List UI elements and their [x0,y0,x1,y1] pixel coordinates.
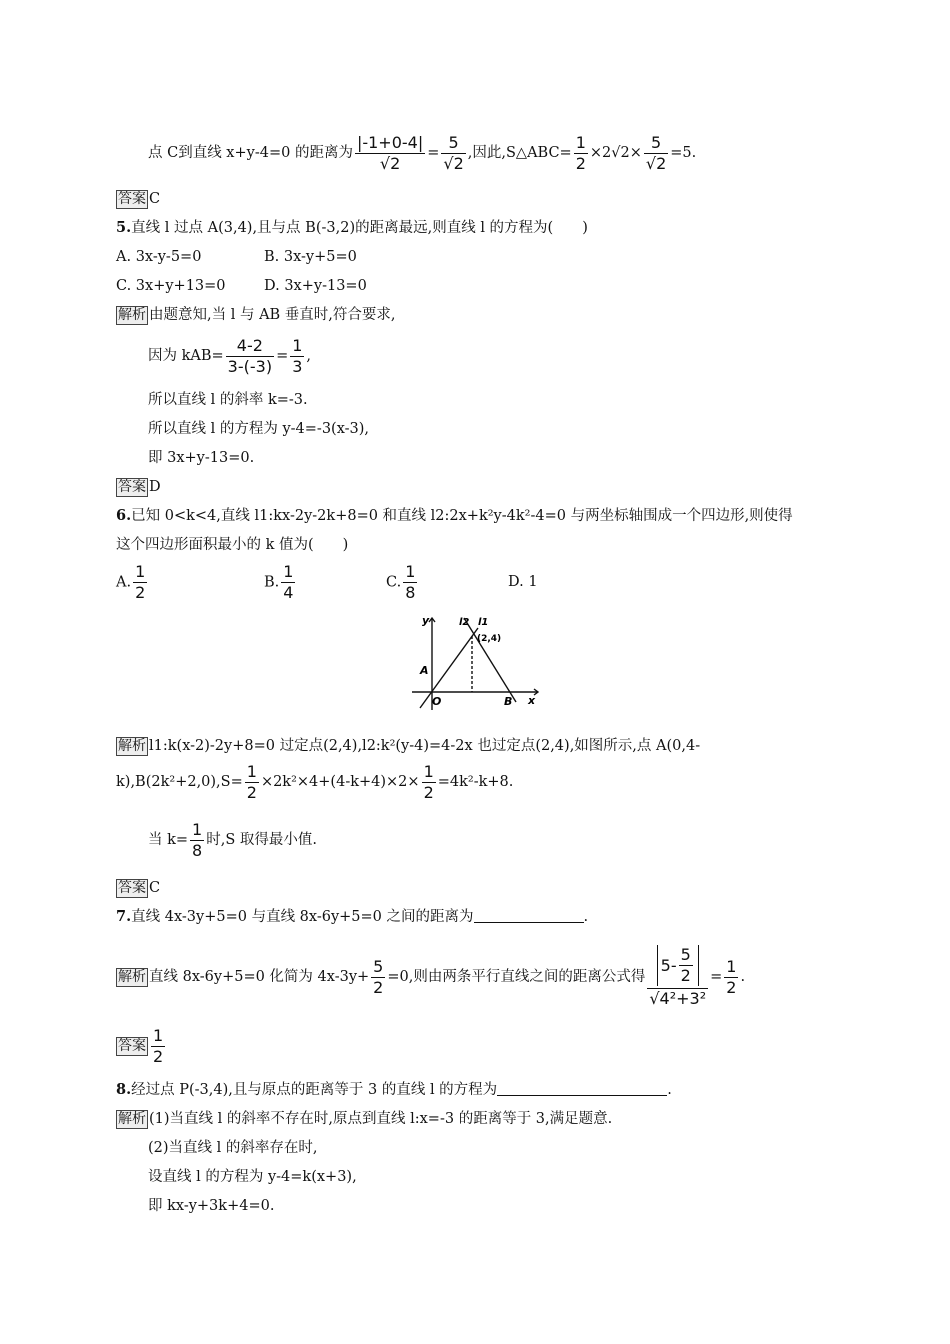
option-letter: A. [116,574,132,591]
y-label: y [422,614,430,627]
answer-value: C [149,880,161,896]
fraction [441,133,465,174]
numerator: 1 [135,562,146,581]
text: ×2√2× [589,145,642,161]
absolute-value [657,945,699,986]
q6-stem-1 [116,506,793,526]
q5-option-b: B. 3x-y+5=0 [264,249,357,265]
analysis-tag: 解析 [118,1111,146,1127]
question-text: 经过点 P(-3,4),且与原点的距离等于 3 的直线 l 的方程为 [131,1082,498,1098]
numerator [647,945,708,989]
numerator: |-1+0-4| [356,132,424,152]
l1-label: l1 [478,617,489,628]
line-l2 [420,628,478,708]
fraction [724,957,738,998]
line-l1 [464,618,516,702]
q6-solution-3 [148,816,317,864]
fraction [403,562,417,603]
answer-tag: 答案 [118,1038,146,1054]
denominator: 2 [246,782,257,802]
text: 因为 kAB= [148,348,224,364]
analysis-tag: 解析 [118,738,146,754]
numerator: 1 [405,562,416,581]
numerator: 1 [153,1025,164,1045]
numerator: 1 [283,562,294,581]
text: ×2k²×4+(4-k+4)×2× [260,774,420,790]
denominator: 2 [135,583,146,602]
text: = [710,969,723,985]
origin-label: O [432,695,442,708]
answer-value: D [149,479,161,495]
denominator: 4 [283,583,294,602]
text: l1:k(x-2)-2y+8=0 过定点(2,4),l2:k²(y-4)=4-2x 也过定点(2,4),如图所示,点 A(0,4- [149,738,701,754]
text: . [740,969,746,985]
text: 5- [660,956,677,975]
q6-option-a [116,562,149,603]
distance-fraction [647,945,708,1009]
q5-solution-1 [116,305,396,325]
question-text: 直线 4x-3y+5=0 与直线 8x-6y+5=0 之间的距离为 [131,909,474,925]
text: ,因此,S△ABC= [467,145,572,161]
q5-answer [116,477,161,497]
denominator: 2 [153,1046,164,1066]
q6-stem-2: 这个四边形面积最小的 k 值为( ) [116,537,349,553]
fraction [245,762,259,803]
fraction [355,133,425,174]
x-label: x [528,694,536,707]
fraction [422,762,436,803]
q6-figure [406,610,546,712]
q5-option-a: A. 3x-y-5=0 [116,249,202,265]
q6-solution-1 [116,736,700,756]
analysis-tag: 解析 [118,969,146,985]
text: 直线 8x-6y+5=0 化简为 4x-3y+ [149,969,370,985]
option-letter: C. [386,574,402,591]
fraction [290,336,304,377]
denominator: √2 [379,153,401,173]
answer-tag: 答案 [118,191,146,207]
analysis-tag: 解析 [118,307,146,323]
denominator: 3 [292,356,303,376]
denominator: √2 [645,153,667,173]
text: =0,则由两条平行直线之间的距离公式得 [387,969,646,985]
text: 由题意知,当 l 与 AB 垂直时,符合要求, [149,307,396,323]
text: =4k²-k+8. [437,774,514,790]
numerator: 1 [575,132,586,152]
fraction [644,133,668,174]
q7-answer [116,1022,167,1070]
text: 当 k= [148,832,189,848]
text: (1)当直线 l 的斜率不存在时,原点到直线 l:x=-3 的距离等于 3,满足题意. [149,1111,613,1127]
numerator: 5 [441,133,465,154]
q5-option-d: D. 3x+y-13=0 [264,278,367,294]
fraction [190,820,204,861]
q5-stem [116,218,588,238]
answer-value: C [149,191,161,207]
denominator: 3-(-3) [227,356,273,376]
point-label: (2,4) [477,634,502,644]
numerator: 1 [292,335,303,355]
text: k),B(2k²+2,0),S= [116,774,243,790]
denominator: 8 [405,583,416,602]
q5-option-c: C. 3x+y+13=0 [116,278,226,294]
answer-blank [497,1081,667,1096]
text: = [427,145,440,161]
fraction [679,945,693,986]
text: = [276,348,289,364]
b-label: B [504,695,513,708]
q6-option-d: D. 1 [508,574,538,590]
question-number: 8. [116,1081,132,1098]
q6-answer [116,878,160,898]
text: , [306,348,312,364]
q6-option-c [386,562,419,603]
fraction [574,133,588,174]
q5-solution-5: 即 3x+y-13=0. [148,450,255,466]
q5-solution-3: 所以直线 l 的斜率 k=-3. [148,392,308,408]
numerator: 1 [192,819,203,839]
denominator: √2 [443,153,464,173]
q6-solution-2 [116,758,513,806]
answer-tag: 答案 [118,880,146,896]
l2-label: l2 [459,617,470,628]
q6-option-b [264,562,297,603]
denominator: 2 [373,977,384,997]
q8-solution-2: (2)当直线 l 的斜率存在时, [148,1140,318,1156]
denominator: 2 [575,153,586,173]
denominator: 2 [726,977,737,997]
q5-solution-2 [148,332,311,380]
question-text: 直线 l 过点 A(3,4),且与点 B(-3,2)的距离最远,则直线 l 的方程为( ) [131,220,588,236]
q8-solution-4: 即 kx-y+3k+4=0. [148,1198,275,1214]
question-text: 已知 0<k<4,直线 l1:kx-2y-2k+8=0 和直线 l2:2x+k²y-4k²-4=0 与两坐标轴围成一个四边形,则使得 [131,508,793,524]
denominator: 8 [192,840,203,860]
numerator: 5 [680,945,691,964]
fraction [281,562,295,603]
numerator: 4-2 [226,336,274,357]
a-label: A [420,664,429,677]
q5-solution-4: 所以直线 l 的方程为 y-4=-3(x-3), [148,421,370,437]
fraction [371,957,385,998]
text: 时,S 取得最小值. [206,832,317,848]
q7-stem [116,907,588,927]
question-number: 7. [116,908,132,925]
answer-tag: 答案 [118,479,146,495]
q4-answer [116,189,160,209]
numerator: 5 [644,133,668,154]
question-number: 6. [116,507,132,524]
option-letter: B. [264,574,280,591]
fraction [133,562,147,603]
question-number: 5. [116,219,132,236]
q7-solution [116,944,745,1010]
denominator: √4²+3² [649,989,707,1008]
answer-blank [474,908,584,923]
text: =5. [670,145,697,161]
text: 点 C到直线 x+y-4=0 的距离为 [148,145,353,161]
numerator: 5 [373,956,384,976]
denominator: 2 [423,782,434,802]
numerator: 1 [246,761,257,781]
numerator: 1 [726,956,737,976]
answer-fraction [151,1026,165,1067]
denominator: 2 [680,966,691,985]
text: . [583,909,589,925]
q8-solution-1 [116,1109,612,1129]
q8-stem [116,1080,672,1100]
fraction [226,336,274,377]
q4-solution-line [148,128,696,178]
numerator: 1 [423,761,434,781]
text: . [667,1082,672,1098]
q8-solution-3: 设直线 l 的方程为 y-4=k(x+3), [148,1169,357,1185]
